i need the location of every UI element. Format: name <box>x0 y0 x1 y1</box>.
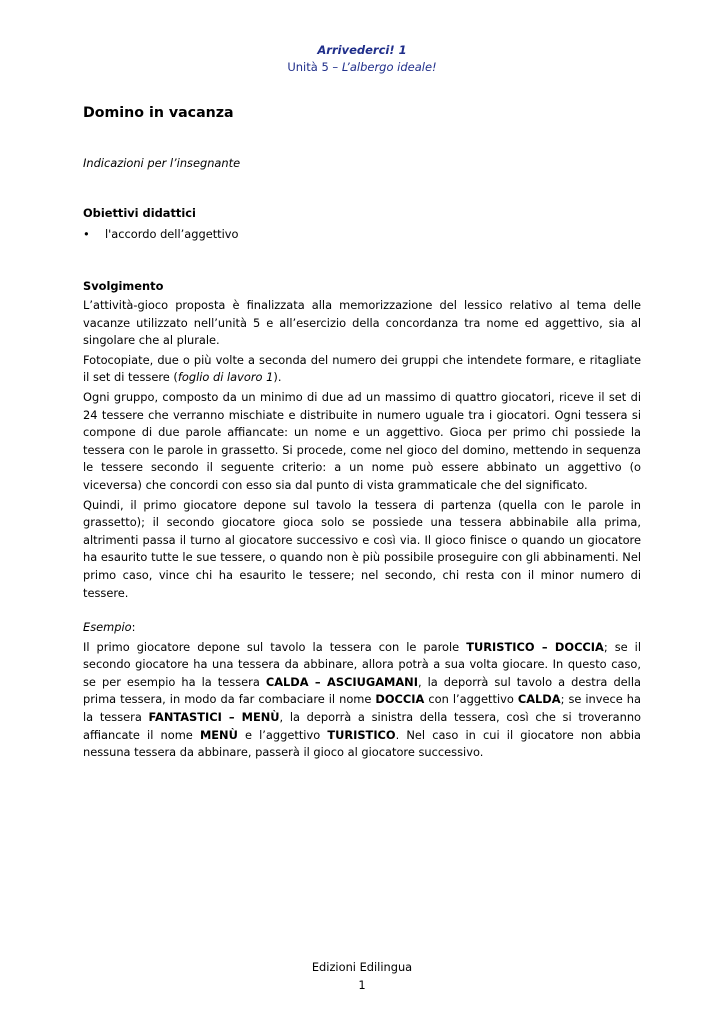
tile-word: DOCCIA <box>375 692 425 707</box>
unit-title: L’albergo ideale! <box>341 60 437 74</box>
tile-word: CALDA <box>517 692 561 707</box>
paragraph: Ogni gruppo, composto da un minimo di due ad un massimo di quattro giocatori, riceve il set di 24 tessere che verranno mischiate e distribuite in numero uguale tra i giocatori. Ogni tessera si compone di due parole affiancate: un nome e un aggettivo. Gioca per primo chi possiede la tessera con le parole in grassetto. Si procede, come nel gioco del domino, mettendo in sequenza le tessere secondo il seguente criterio: a un nome può essere abbinato un aggettivo (o viceversa) che concordi con esso sia dal punto di vista grammaticale che del significato. <box>83 389 641 492</box>
text-span: Il primo giocatore depone sul tavolo la tessera con le parole <box>83 639 467 654</box>
example-paragraph <box>83 639 641 762</box>
procedure-body <box>83 297 641 604</box>
unit-line <box>0 59 724 76</box>
objective-item <box>83 227 239 241</box>
text-span: , la deporrà sul tavolo a destra della prima tessera, in modo da far combaciare il nome <box>83 674 641 707</box>
publisher: Edizioni Edilingua <box>311 960 413 974</box>
worksheet-ref: foglio di lavoro 1 <box>177 370 274 385</box>
text-span: e l’aggettivo <box>237 727 328 742</box>
text-span: ; se invece ha la tessera <box>83 692 642 724</box>
example-section <box>83 619 641 764</box>
text-span: , la deporrà a sinistra della tessera, così che si troveranno affiancate il nome <box>83 709 642 742</box>
text-span: . Nel caso in cui il giocatore non abbia nessuna tessera da abbinare, passerà il gioco al giocatore successivo. <box>83 727 641 760</box>
book-title: Arrivederci! 1 <box>317 43 407 57</box>
colon: : <box>131 620 136 634</box>
paragraph <box>83 352 641 387</box>
objectives-heading: Obiettivi didattici <box>83 206 196 220</box>
paragraph: Quindi, il primo giocatore depone sul tavolo la tessera di partenza (quella con le parole in grassetto); il secondo giocatore gioca solo se possiede una tessera abbinabile alla prima, altrimenti passa il turno al giocatore successivo e così via. Il gioco finisce o quando un giocatore ha esaurito tutte le sue tessere, o quando non è più possibile proseguire con gli abbinamenti. Nel primo caso, vince chi ha esaurito le tessere; nel secondo, chi resta con il minor numero di tessere. <box>83 497 641 600</box>
page-header <box>0 42 724 76</box>
tile-word: MENÙ <box>199 727 238 742</box>
bullet-icon: • <box>83 227 90 241</box>
objective-text: l'accordo dell’aggettivo <box>105 227 239 241</box>
page-footer <box>0 958 724 994</box>
page-number: 1 <box>358 978 366 992</box>
text-span: ). <box>273 370 282 385</box>
tile-word: CALDA – ASCIUGAMANI <box>265 674 418 689</box>
tile-word: TURISTICO – DOCCIA <box>466 639 604 654</box>
text-span: con l’aggettivo <box>424 692 518 707</box>
tile-word: FANTASTICI – MENÙ <box>148 709 280 724</box>
example-label-line <box>83 619 641 637</box>
teacher-note: Indicazioni per l’insegnante <box>83 156 241 170</box>
procedure-heading: Svolgimento <box>83 279 164 293</box>
page-title: Domino in vacanza <box>83 105 234 121</box>
unit-prefix: Unità 5 – <box>287 60 342 74</box>
text-span: Fotocopiate, due o più volte a seconda del numero dei gruppi che intendete formare, e ritagliate il set di tessere ( <box>83 352 641 385</box>
tile-word: TURISTICO <box>327 727 396 742</box>
paragraph: L’attività-gioco proposta è finalizzata alla memorizzazione del lessico relativo al tema delle vacanze utilizzato nell’unità 5 e all’esercizio della concordanza tra nome ed aggettivo, sia al singolare che al plurale. <box>83 298 641 348</box>
text-span: ; se il secondo giocatore ha una tessera da abbinare, allora potrà a sua volta giocare. In questo caso, se per esempio ha la tessera <box>83 639 641 689</box>
example-label: Esempio <box>83 620 132 634</box>
